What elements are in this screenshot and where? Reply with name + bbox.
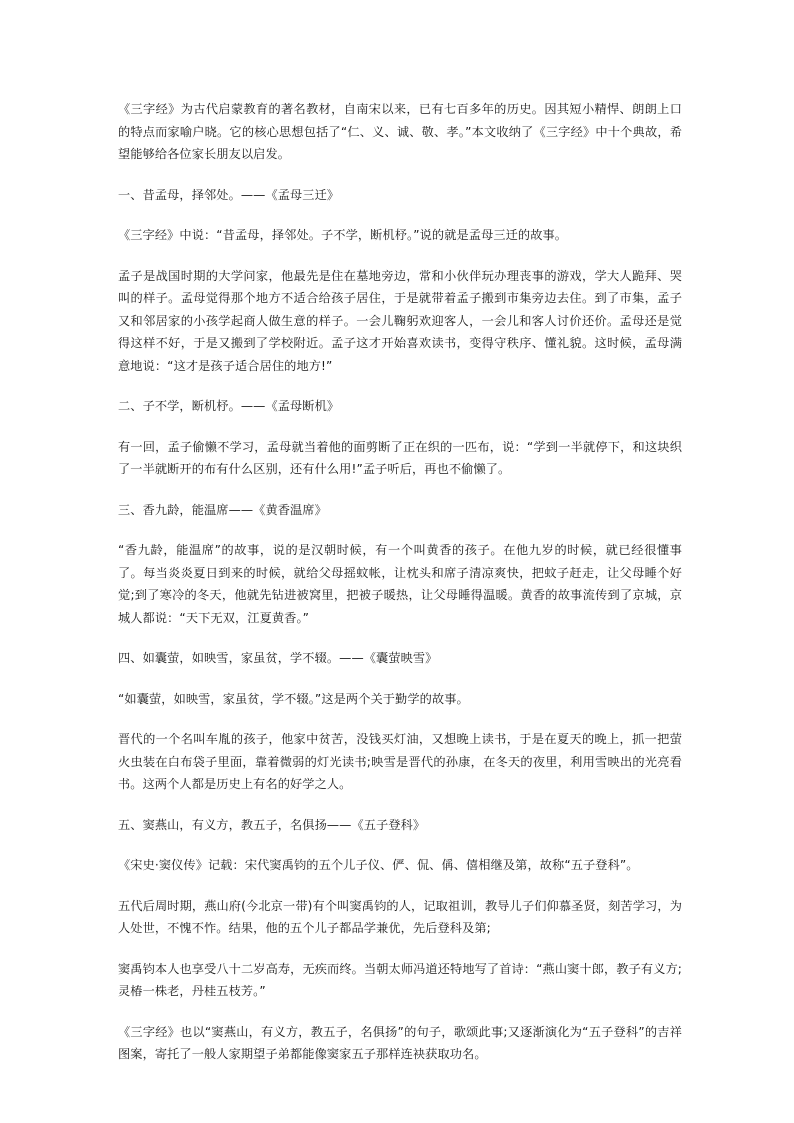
section-3-heading: 三、香九龄，能温席——《黄香温席》 (118, 502, 327, 517)
section-4-heading: 四、如囊萤，如映雪，家虽贫，学不辍。——《囊萤映雪》 (118, 651, 438, 665)
intro-paragraph: 《三字经》为古代启蒙教育的著名教材，自南宋以来，已有七百多年的历史。因其短小精悍、朗朗上口的特点而家喻户晓。它的核心思想包括了“仁、义、诚、敬、孝。”本文收纳了《三字经》中十个典故，希望能够给各位家长朋友以启发。 (118, 102, 682, 161)
section-5-paragraph-2: 五代后周时期，燕山府(今北京一带)有个叫窦禹钧的人，记取祖训，教导儿子们仰慕圣贤，刻苦学习，为人处世，不愧不怍。结果，他的五个儿子都品学兼优，先后登科及第; (118, 898, 682, 935)
section-1-heading: 一、昔孟母，择邻处。——《孟母三迁》 (118, 187, 340, 202)
section-1-paragraph-1: 《三字经》中说：“昔孟母，择邻处。子不学，断机杼。”说的就是孟母三迁的故事。 (118, 228, 568, 242)
section-5-paragraph-4: 《三字经》也以“窦燕山，有义方，教五子，名俱扬”的句子，歌颂此事;又逐渐演化为“五子登科”的吉祥图案，寄托了一般人家期望子弟都能像窦家五子那样连袂获取功名。 (118, 1024, 682, 1061)
document-page (118, 98, 682, 1084)
section-2-paragraph-1: 有一回，孟子偷懒不学习，孟母就当着他的面剪断了正在织的一匹布，说：“学到一半就停下，和这块织了一半就断开的布有什么区别，还有什么用!”孟子听后，再也不偷懒了。 (118, 439, 682, 476)
section-5-paragraph-3: 窦禹钧本人也享受八十二岁高寿，无疾而终。当朝太师冯道还特地写了首诗：“燕山窦十郎，教子有义方;灵椿一株老，丹桂五枝芳。” (118, 961, 682, 998)
section-1-paragraph-2: 孟子是战国时期的大学问家，他最先是住在墓地旁边，常和小伙伴玩办理丧事的游戏，学大人跪拜、哭叫的样子。孟母觉得那个地方不适合给孩子居住，于是就带着孟子搬到市集旁边去住。到了市集，孟子又和邻居家的小孩学起商人做生意的样子。一会儿鞠躬欢迎客人，一会儿和客人讨价还价。孟母还是觉得这样不好，于是又搬到了学校附近。孟子这才开始喜欢读书，变得守秩序、懂礼貌。这时候，孟母满意地说：“这才是孩子适合居住的地方!” (118, 268, 682, 373)
section-4-paragraph-1: “如囊萤，如映雪，家虽贫，学不辍。”这是两个关于勤学的故事。 (118, 691, 469, 706)
section-4-paragraph-2: 晋代的一个名叫车胤的孩子，他家中贫苦，没钱买灯油，又想晚上读书，于是在夏天的晚上，抓一把萤火虫装在白布袋子里面，靠着微弱的灯光读书;映雪是晋代的孙康，在冬天的夜里，利用雪映出的光亮看书。这两个人都是历史上有名的好学之人。 (118, 732, 682, 791)
section-2-heading: 二、子不学，断机杼。——《孟母断机》 (118, 399, 340, 413)
section-3-paragraph-1: “香九龄，能温席”的故事，说的是汉朝时候，有一个叫黄香的孩子。在他九岁的时候，就已经很懂事了。每当炎炎夏日到来的时候，就给父母摇蚊帐，让枕头和席子清凉爽快，把蚊子赶走，让父母睡个好觉;到了寒冷的冬天，他就先钻进被窝里，把被子暖热，让父母睡得温暖。黄香的故事流传到了京城，京城人都说：“天下无双，江夏黄香。” (118, 543, 682, 625)
section-5-paragraph-1: 《宋史·窦仪传》记载：宋代窦禹钧的五个儿子仪、俨、侃、偁、僖相继及第，故称“五子登科”。 (118, 858, 639, 872)
section-5-heading: 五、窦燕山，有义方，教五子，名俱扬——《五子登科》 (118, 817, 426, 832)
